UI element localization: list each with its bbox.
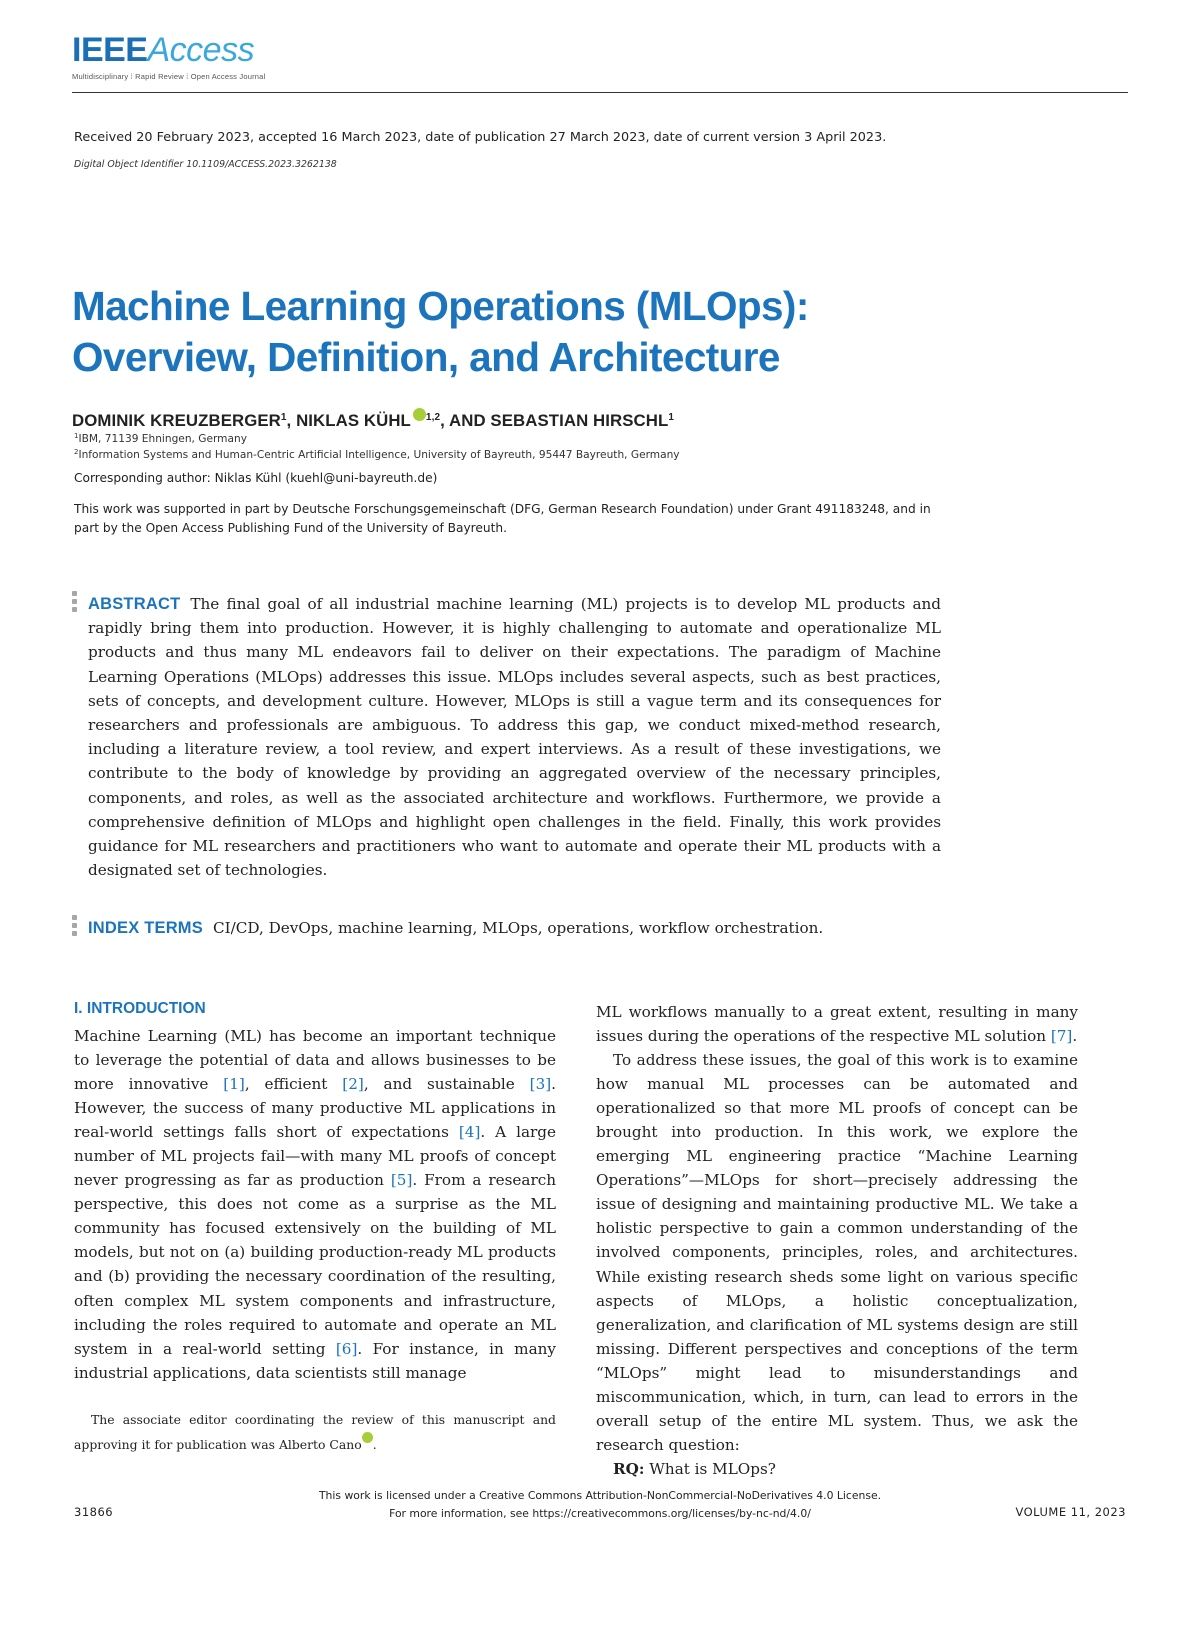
- intro-paragraph-2: To address these issues, the goal of this work is to examine how manual ML processes can be automated and operationalized so that more ML proofs of concept can be brought into production. In this work, we explore the emerging ML engineering practice “Machine Learning Operations”—MLOps for short—precisely addressing the issue of designing and maintaining productive ML. We take a holistic perspective to gain a common understanding of the involved components, principles, roles, and architectures. While existing research sheds some light on various specific aspects of MLOps, a holistic conceptualization, generalization, and clarification of ML systems design are still missing. Different perspectives and conceptions of the term “MLOps” might lead to misunderstandings and miscommunication, which, in turn, can lead to errors in the overall setup of the entire ML system. Thus, we ask the research question:: [596, 1051, 1078, 1454]
- author-3-affil: 1: [668, 412, 675, 423]
- orcid-icon[interactable]: [413, 408, 426, 421]
- citation-5[interactable]: [5]: [390, 1171, 413, 1190]
- citation-6[interactable]: [6]: [335, 1339, 358, 1358]
- citation-3[interactable]: [3]: [529, 1075, 552, 1094]
- affiliation-2-text: Information Systems and Human-Centric Artificial Intelligence, University of Bayreuth, 95447 Bayreuth, Germany: [78, 449, 680, 461]
- title-line-2: Overview, Definition, and Architecture: [72, 334, 780, 380]
- column-right: [596, 1000, 1078, 1481]
- footnote-text: The associate editor coordinating the review of this manuscript and approving it for publication was Alberto Cano: [74, 1412, 556, 1452]
- citation-2[interactable]: [2]: [342, 1075, 364, 1094]
- abstract: [88, 592, 941, 882]
- volume-info: VOLUME 11, 2023: [1015, 1505, 1126, 1519]
- editor-orcid-icon[interactable]: [362, 1432, 373, 1443]
- header-rule: [72, 92, 1128, 93]
- received-dates: Received 20 February 2023, accepted 16 March 2023, date of publication 27 March 2023, date of current version 3 April 2023.: [74, 130, 887, 145]
- logo-ieee: IEEE: [72, 31, 148, 69]
- abstract-label: ABSTRACT: [88, 595, 181, 613]
- col1-tail: . For instance, in many industrial applications, data scientists still manage: [74, 1339, 556, 1382]
- title-line-1: Machine Learning Operations (MLOps):: [72, 283, 809, 329]
- license-line-1: This work is licensed under a Creative Commons Attribution-NonCommercial-NoDerivatives 4.0 License.: [318, 1489, 882, 1502]
- column-left: [74, 1024, 556, 1385]
- editor-footnote: The associate editor coordinating the review of this manuscript and approving it for publication was Alberto Cano .: [74, 1412, 556, 1452]
- intro-paragraph-1-part-b: ML workflows manually to a great extent, resulting in many issues during the operations of the respective ML solution [7].: [596, 1003, 1078, 1046]
- citation-4[interactable]: [4]: [458, 1123, 481, 1142]
- abstract-marker: [72, 591, 78, 615]
- corresponding-author: Corresponding author: Niklas Kühl (kuehl@uni-bayreuth.de): [74, 471, 438, 485]
- funding-note: This work was supported in part by Deutsche Forschungsgemeinschaft (DFG, German Research Foundation) under Grant 491183248, and in part by the Open Access Publishing Fund of the University of Bayreuth.: [74, 502, 931, 535]
- author-1-affil: 1: [280, 412, 287, 423]
- author-2-affil: 1,2: [425, 412, 441, 423]
- affiliation-1-sup: 1: [74, 432, 79, 440]
- paper-title: [72, 281, 1072, 383]
- affiliation-1-text: IBM, 71139 Ehningen, Germany: [78, 433, 247, 445]
- section-heading-introduction: I. INTRODUCTION: [74, 1000, 206, 1017]
- author-3: , AND SEBASTIAN HIRSCHL: [440, 411, 669, 430]
- author-1: DOMINIK KREUZBERGER: [72, 411, 281, 430]
- col2-head: ML workflows manually to a great extent, resulting in many issues during the operations of the respective ML solution: [596, 1003, 1078, 1046]
- rq-text: What is MLOps?: [649, 1459, 776, 1478]
- index-terms-marker: [72, 915, 78, 939]
- abstract-text: The final goal of all industrial machine learning (ML) projects is to develop ML products and rapidly bring them into production. However, it is highly challenging to automate and operationalize ML products and thus many ML endeavors fail to deliver on their expectations. The paradigm of Machine Learning Operations (MLOps) addresses this issue. MLOps includes several aspects, such as best practices, sets of concepts, and development culture. However, MLOps is still a vague term and its consequences for researchers and professionals are ambiguous. To address this gap, we conduct mixed-method research, including a literature review, a tool review, and expert interviews. As a result of these investigations, we contribute to the body of knowledge by providing an aggregated overview of the necessary principles, components, and roles, as well as the associated architecture and workflows. Furthermore, we provide a comprehensive definition of MLOps and highlight open challenges in the field. Finally, this work provides guidance for ML researchers and practitioners who want to automate and operate their ML products with a designated set of technologies.: [88, 595, 941, 880]
- journal-logo: [72, 32, 265, 81]
- affiliation-1: [74, 432, 247, 445]
- rq-label: RQ:: [613, 1459, 645, 1478]
- page-number: 31866: [74, 1505, 114, 1519]
- logo-tagline: Multidisciplinary ⁞ Rapid Review ⁞ Open Access Journal: [72, 72, 266, 81]
- citation-7[interactable]: [7]: [1050, 1027, 1073, 1046]
- doi: Digital Object Identifier 10.1109/ACCESS.2023.3262138: [74, 159, 337, 170]
- logo-access: Access: [147, 31, 255, 69]
- author-2: , NIKLAS KÜHL: [286, 411, 411, 430]
- citation-1[interactable]: [1]: [223, 1075, 245, 1094]
- affiliation-2: [74, 448, 680, 461]
- index-terms-label: INDEX TERMS: [88, 919, 203, 937]
- affiliation-2-sup: 2: [74, 448, 79, 456]
- intro-paragraph-1-part-a: Machine Learning (ML) has become an important technique to leverage the potential of data and allows businesses to be more innovative [1], efficient [2], and sustainable [3]. However, the success of many productive ML applications in real-world settings falls short of expectations [4]. A large number of ML projects fail—with many ML proofs of concept never progressing as far as production [5]. From a research perspective, this does not come as a surprise as the ML community has focused extensively on the building of ML models, but not on (a) building production-ready ML products and (b) providing the necessary coordination of the resulting, often complex ML system components and infrastructure, including the roles required to automate and operate an ML system in a real-world setting [6]. For instance, in many industrial applications, data scientists still manage: [74, 1027, 557, 1382]
- research-question: [613, 1457, 1078, 1481]
- index-terms: [88, 916, 941, 940]
- author-list: [72, 408, 674, 431]
- index-terms-text: CI/CD, DevOps, machine learning, MLOps, operations, workflow orchestration.: [212, 919, 824, 937]
- license-line-2[interactable]: For more information, see https://creativecommons.org/licenses/by-nc-nd/4.0/: [389, 1507, 811, 1520]
